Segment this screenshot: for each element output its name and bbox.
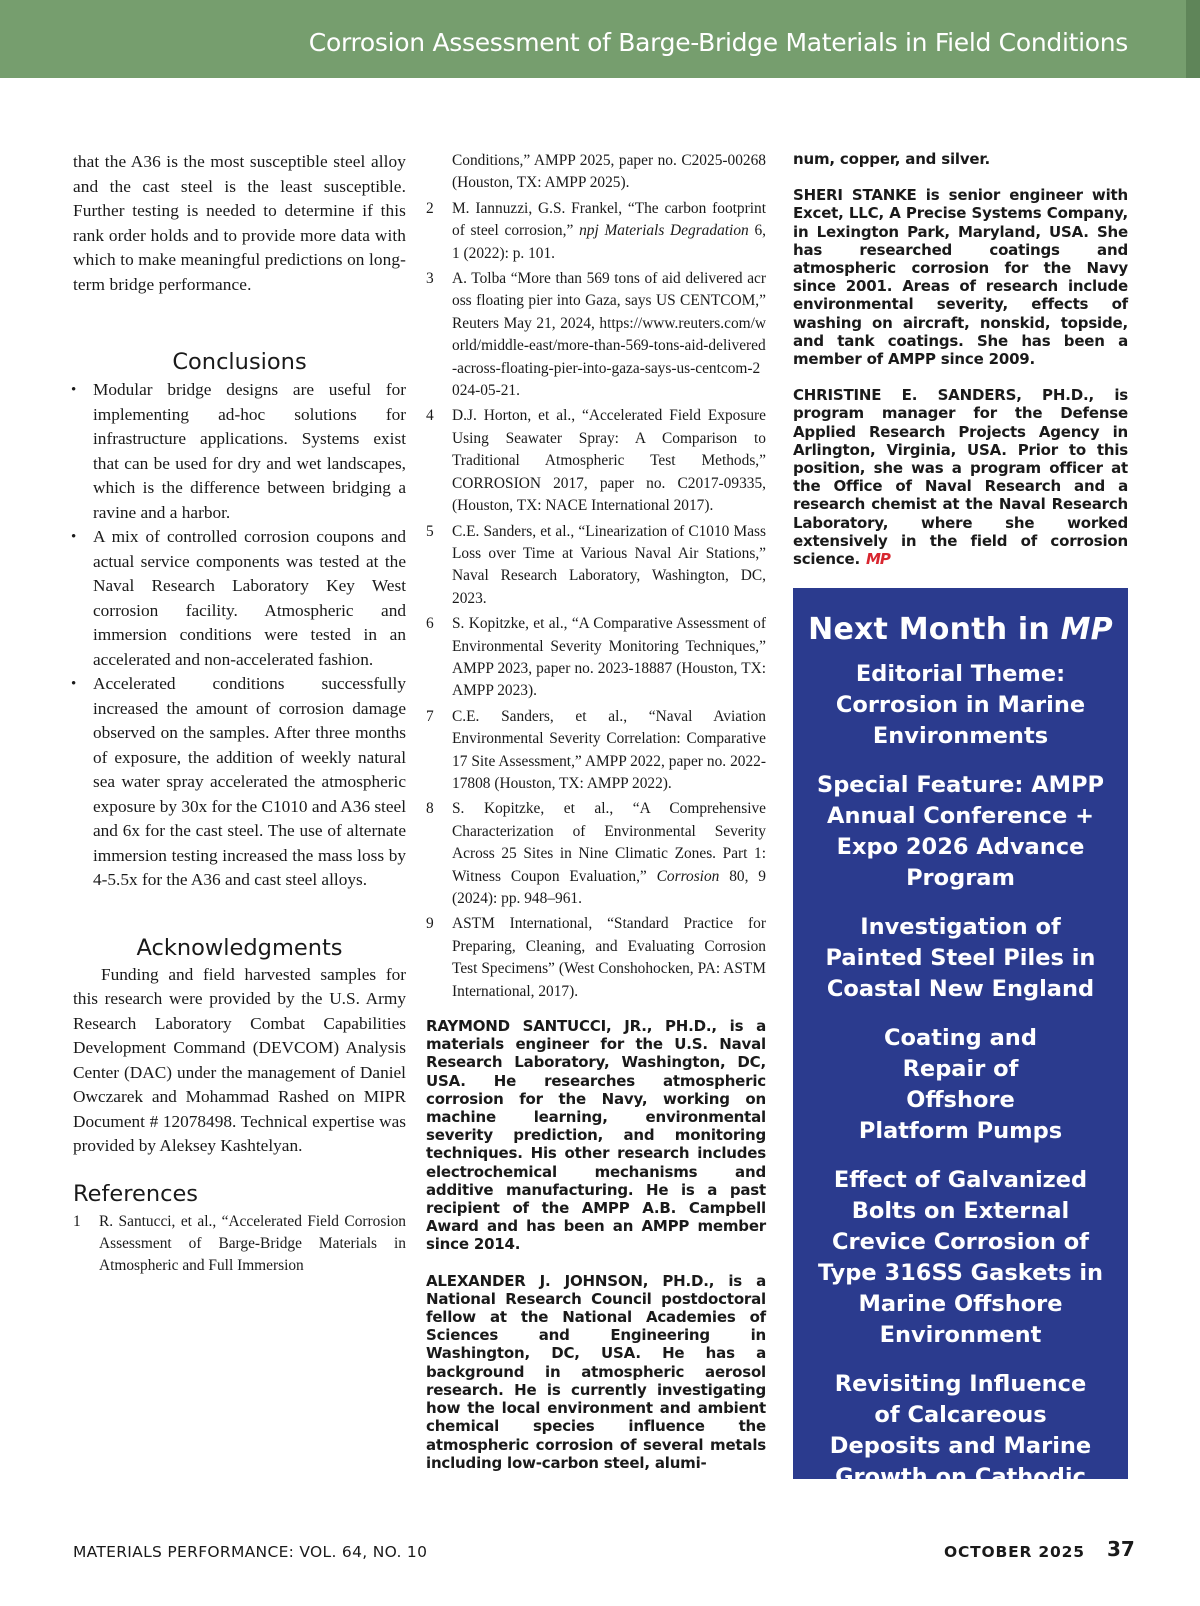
- author-bio-sanders: [793, 386, 1128, 568]
- reference-number: 1: [73, 1212, 81, 1230]
- mp-logo-icon: MP: [865, 550, 890, 569]
- reference-number: 8: [426, 800, 434, 818]
- acknowledgments-heading: Acknowledgments: [136, 934, 343, 961]
- reference-number: 4: [426, 407, 434, 425]
- author-bio-johnson-continued: num, copper, and silver.: [793, 150, 990, 168]
- page-number: 37: [1107, 1537, 1135, 1561]
- next-month-item: Effect of Galvanized Bolts on External Crevice Corrosion of Type 316SS Gaskets in Marine Offshore Environment: [817, 1167, 1104, 1348]
- column-middle: [426, 150, 766, 1472]
- conclusions-heading: Conclusions: [172, 349, 307, 375]
- author-name: ALEXANDER J. JOHNSON, PH.D.,: [426, 1271, 715, 1290]
- next-month-title: [793, 612, 1128, 647]
- reference-text: Conditions,” AMPP 2025, paper no. C2025-00268 (Houston, TX: AMPP 2025).: [452, 152, 766, 192]
- reference-text: C.E. Sanders, et al., “Naval Aviation Environmental Severity Correlation: Comparative 17 Site Assessment,” AMPP 2022, paper no. 2022-17808 (Houston, TX: AMPP 2022).: [452, 707, 766, 792]
- author-name: SHERI STANKE: [793, 186, 917, 205]
- reference-item: [426, 521, 766, 611]
- author-bio-johnson: [426, 1272, 766, 1472]
- reference-item: [426, 405, 766, 517]
- reference-item: [426, 268, 766, 402]
- next-month-title-text: Next Month in: [808, 612, 1061, 647]
- reference-number: 6: [426, 615, 434, 633]
- conclusion-bullet: • Modular bridge designs are useful for implementing ad-hoc solutions for infrastructure applications. Systems exist that can be used for dry and wet landscapes, which is the difference between bridging a ravine and a harbor.: [47, 378, 406, 525]
- reference-number: 9: [426, 915, 434, 933]
- reference-item-continued: [426, 150, 766, 195]
- author-name: RAYMOND SANTUCCI, JR., PH.D.,: [426, 1017, 717, 1036]
- author-bio-text: is program manager for the Defense Applied Research Projects Agency in Arlington, Virginia, USA. Prior to this position, she was a program officer at the Office of Naval Research and a research chemist at the Naval Research Laboratory, where she worked extensively in the field of corrosion science.: [793, 386, 1128, 569]
- footer-journal-info: MATERIALS PERFORMANCE: VOL. 64, NO. 10: [73, 1543, 428, 1561]
- next-month-item: Revisiting Influence of Calcareous Deposits and Marine Growth on Cathodic Protection of Steel in Seawater: [825, 1371, 1096, 1552]
- reference-item: [426, 198, 766, 265]
- references-heading: References: [73, 1180, 199, 1207]
- author-bio-text: is a National Research Council postdoctoral fellow at the National Academies of Sciences and Engineering in Washington, DC, USA. He has a background in atmospheric aerosol research. He is currently investigating how the local environment and ambient chemical species influence the atmospheric corrosion of several metals including low-carbon steel, alumi-: [426, 1271, 766, 1472]
- author-name: CHRISTINE E. SANDERS, PH.D.,: [793, 386, 1094, 405]
- references-list-part1: [73, 1211, 406, 1278]
- author-bio-stanke: [793, 186, 1128, 368]
- author-bio-text: is a materials engineer for the U.S. Naval Research Laboratory, Washington, DC, USA. He researches atmospheric corrosion for the Navy, working on machine learning, environmental severity prediction, and monitoring techniques. His other research includes electrochemical mechanisms and additive manufacturing. He is a past recipient of the AMPP A.B. Campbell Award and has been an AMPP member since 2014.: [426, 1017, 766, 1254]
- column-right: [793, 150, 1128, 568]
- references-list-part2: [426, 150, 766, 1003]
- reference-item: [426, 613, 766, 703]
- intro-paragraph: that the A36 is the most susceptible steel alloy and the cast steel is the least susceptible. Further testing is needed to determine if this rank order holds and to provide more data with which to make meaningful predictions on long-term bridge performance.: [73, 152, 406, 294]
- reference-number: 3: [426, 270, 434, 288]
- header-band-edge: [1186, 0, 1200, 78]
- column-left: [73, 150, 406, 1281]
- reference-item: [426, 913, 766, 1003]
- reference-text: R. Santucci, et al., “Accelerated Field Corrosion Assessment of Barge-Bridge Materials in Atmospheric and Full Immersion: [99, 1212, 406, 1275]
- footer-date: OCTOBER 2025: [944, 1543, 1085, 1561]
- reference-item: [426, 798, 766, 910]
- reference-number: 5: [426, 522, 434, 540]
- reference-item: [73, 1211, 406, 1278]
- author-bio-santucci: [426, 1017, 766, 1254]
- reference-journal: Corrosion: [656, 867, 720, 885]
- reference-number: 7: [426, 707, 434, 725]
- next-month-item: Editorial Theme: Corrosion in Marine Environments: [835, 661, 1086, 749]
- reference-text: S. Kopitzke, et al., “A Comprehensive Characterization of Environmental Severity Across 25 Sites in Nine Climatic Zones. Part 1: Witness Coupon Evaluation,”: [452, 800, 766, 885]
- reference-text: 80, 9 (2024): pp. 948–961.: [452, 867, 766, 907]
- conclusion-bullet: • A mix of controlled corrosion coupons and actual service components was tested at the Naval Research Laboratory Key West corrosion facility. Atmospheric and immersion conditions were tested in an accelerated and non-accelerated fashion.: [47, 525, 406, 672]
- next-month-item: Investigation of Painted Steel Piles in Coastal New England: [825, 914, 1096, 1002]
- reference-text: 6, 1 (2022): p. 101.: [452, 222, 766, 262]
- reference-text: ASTM International, “Standard Practice for Preparing, Cleaning, and Evaluating Corrosion Test Specimens” (West Conshohocken, PA: ASTM International, 2017).: [452, 915, 766, 1000]
- reference-text: C.E. Sanders, et al., “Linearization of C1010 Mass Loss over Time at Various Naval Air Stations,” Naval Research Laboratory, Washington, DC, 2023.: [452, 522, 766, 607]
- reference-text: S. Kopitzke, et al., “A Comparative Assessment of Environmental Severity Monitoring Techniques,” AMPP 2023, paper no. 2023-18887 (Houston, TX: AMPP 2023).: [452, 615, 766, 700]
- next-month-item: Coating and Repair of Offshore Platform Pumps: [858, 1025, 1063, 1144]
- conclusions-list: [47, 378, 406, 893]
- reference-text: A. Tolba “More than 569 tons of aid delivered across floating pier into Gaza, says US CENTCOM,” Reuters May 21, 2024, https://www.reuters.com/world/middle-east/more-than-569-tons-aid-delivered-across-floating-pier-into-gaza-says-us-centcom-2024-05-21.: [452, 270, 766, 400]
- reference-item: [426, 706, 766, 796]
- reference-number: 2: [426, 199, 434, 217]
- next-month-title-mp: MP: [1060, 612, 1113, 647]
- reference-text: M. Iannuzzi, G.S. Frankel, “The carbon footprint of steel corrosion,”: [452, 199, 766, 240]
- next-month-item: Special Feature: AMPP Annual Conference + Expo 2026 Advance Program: [817, 772, 1104, 891]
- conclusion-bullet: • Accelerated conditions successfully increased the amount of corrosion damage observed on the samples. After three months of exposure, the addition of weekly natural sea water spray accelerated the atmospheric exposure by 30x for the C1010 and A36 steel and 6x for the cast steel. The use of alternate immersion testing increased the mass loss by 4-5.5x for the A36 and cast steel alloys.: [47, 672, 406, 893]
- reference-journal: npj Materials Degradation: [579, 222, 749, 240]
- reference-text: D.J. Horton, et al., “Accelerated Field Exposure Using Seawater Spray: A Comparison to Traditional Atmospheric Test Methods,” CORROSION 2017, paper no. C2017-09335, (Houston, TX: NACE International 2017).: [452, 407, 766, 515]
- author-bio-text: is senior engineer with Excet, LLC, A Precise Systems Company, in Lexington Park, Maryland, USA. She has researched coatings and atmospheric corrosion for the Navy since 2001. Areas of research include environmental severity, effects of washing on aircraft, nonskid, topside, and tank coatings. She has been a member of AMPP since 2009.: [793, 186, 1128, 369]
- header-band: [0, 0, 1200, 78]
- acknowledgments-text: Funding and field harvested samples for this research were provided by the U.S. Army Research Laboratory Combat Capabilities Development Command (DEVCOM) Analysis Center (DAC) under the management of Daniel Owczarek and Mohammad Rashed on MIPR Document # 12078498. Technical expertise was provided by Aleksey Kashtelyan.: [73, 964, 406, 1155]
- running-header-title: Corrosion Assessment of Barge-Bridge Materials in Field Conditions: [308, 28, 1128, 57]
